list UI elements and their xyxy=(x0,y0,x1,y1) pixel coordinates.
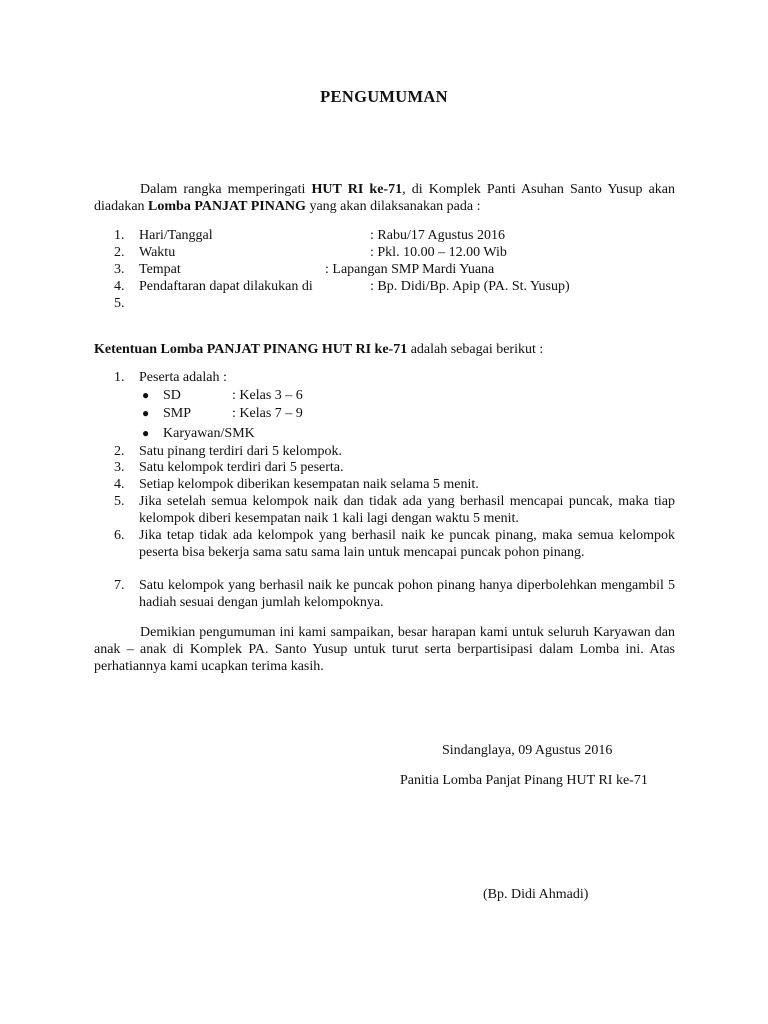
participants-intro: Peserta adalah : xyxy=(139,370,227,385)
bullet-icon: ● xyxy=(142,388,150,402)
intro-text-1: Dalam rangka memperingati xyxy=(140,182,312,197)
participant-value: : Kelas 3 – 6 xyxy=(232,388,303,403)
rule-number: 5. xyxy=(114,494,125,509)
rule-item xyxy=(0,527,768,578)
rule-number: 1. xyxy=(114,370,125,385)
rule-text: Satu pinang terdiri dari 5 kelompok. xyxy=(139,444,342,459)
participant-label: Karyawan/SMK xyxy=(163,426,255,441)
rule-item xyxy=(0,443,768,460)
rule-number: 3. xyxy=(114,460,125,475)
participant-label: SD xyxy=(163,388,181,403)
detail-row xyxy=(0,295,768,312)
detail-row xyxy=(0,261,768,278)
participant-bullet xyxy=(0,405,768,422)
detail-value: : Lapangan SMP Mardi Yuana xyxy=(325,262,495,277)
signatory-name: (Bp. Didi Ahmadi) xyxy=(483,887,589,902)
rule-item xyxy=(0,493,768,527)
intro-text-2: , di Komplek Panti Asuhan Santo Yusup akan diadakan xyxy=(94,182,675,214)
detail-label: Tempat xyxy=(139,262,181,277)
rule-text: Satu kelompok yang berhasil naik ke puncak pohon pinang hanya diperbolehkan mengambil 5 hadiah sesuai dengan jumlah kelompoknya. xyxy=(139,578,675,610)
intro-text-3: yang akan dilaksanakan pada : xyxy=(305,199,481,214)
rules-heading-text: adalah sebagai berikut : xyxy=(407,342,544,357)
page-title: PENGUMUMAN xyxy=(320,87,448,106)
detail-number: 3. xyxy=(114,262,125,277)
rule-item xyxy=(0,577,768,611)
detail-label: Waktu xyxy=(139,245,176,260)
participant-value: : Kelas 7 – 9 xyxy=(232,406,303,421)
participant-bullet xyxy=(0,425,768,442)
closing-paragraph: Demikian pengumuman ini kami sampaikan, besar harapan kami untuk seluruh Karyawan dan anak – anak di Komplek PA. Santo Yusup untuk turut serta berpartisipasi dalam Lomba ini. Atas perhatiannya kami ucapkan terima kasih. xyxy=(94,625,675,674)
intro-bold-1: HUT RI ke-71 xyxy=(311,182,403,197)
rule-item xyxy=(0,369,768,386)
rule-number: 2. xyxy=(114,444,125,459)
rule-number: 7. xyxy=(114,578,125,593)
detail-row xyxy=(0,227,768,244)
detail-number: 4. xyxy=(114,279,125,294)
rule-number: 4. xyxy=(114,477,125,492)
detail-number: 5. xyxy=(114,296,125,311)
detail-row xyxy=(0,244,768,261)
intro-paragraph xyxy=(94,181,675,215)
participant-bullet xyxy=(0,387,768,404)
rule-item xyxy=(0,459,768,476)
rules-heading xyxy=(94,341,694,358)
rule-text: Jika setelah semua kelompok naik dan tidak ada yang berhasil mencapai puncak, maka tiap kelompok diberi kesempatan naik 1 kali lagi dengan waktu 5 menit. xyxy=(139,494,675,526)
rules-heading-bold: Ketentuan Lomba PANJAT PINANG HUT RI ke-71 xyxy=(94,342,408,357)
detail-row xyxy=(0,278,768,295)
committee-name: Panitia Lomba Panjat Pinang HUT RI ke-71 xyxy=(400,773,648,788)
rule-text: Jika tetap tidak ada kelompok yang berhasil naik ke puncak pinang, maka semua kelompok peserta bisa bekerja sama satu sama lain untuk mencapai puncak pohon pinang. xyxy=(139,528,675,560)
detail-value: : Pkl. 10.00 – 12.00 Wib xyxy=(370,245,507,260)
detail-number: 1. xyxy=(114,228,125,243)
detail-number: 2. xyxy=(114,245,125,260)
detail-label: Hari/Tanggal xyxy=(139,228,213,243)
rule-text: Satu kelompok terdiri dari 5 peserta. xyxy=(139,460,344,475)
detail-value: : Rabu/17 Agustus 2016 xyxy=(370,228,505,243)
rule-number: 6. xyxy=(114,528,125,543)
bullet-icon: ● xyxy=(142,426,150,440)
place-date: Sindanglaya, 09 Agustus 2016 xyxy=(442,743,613,758)
rule-item xyxy=(0,476,768,493)
intro-bold-2: Lomba PANJAT PINANG xyxy=(148,199,306,214)
participant-label: SMP xyxy=(163,406,192,421)
detail-label: Pendaftaran dapat dilakukan di xyxy=(139,279,313,294)
bullet-icon: ● xyxy=(142,406,150,420)
rule-text: Setiap kelompok diberikan kesempatan naik selama 5 menit. xyxy=(139,477,479,492)
detail-value: : Bp. Didi/Bp. Apip (PA. St. Yusup) xyxy=(370,279,570,294)
